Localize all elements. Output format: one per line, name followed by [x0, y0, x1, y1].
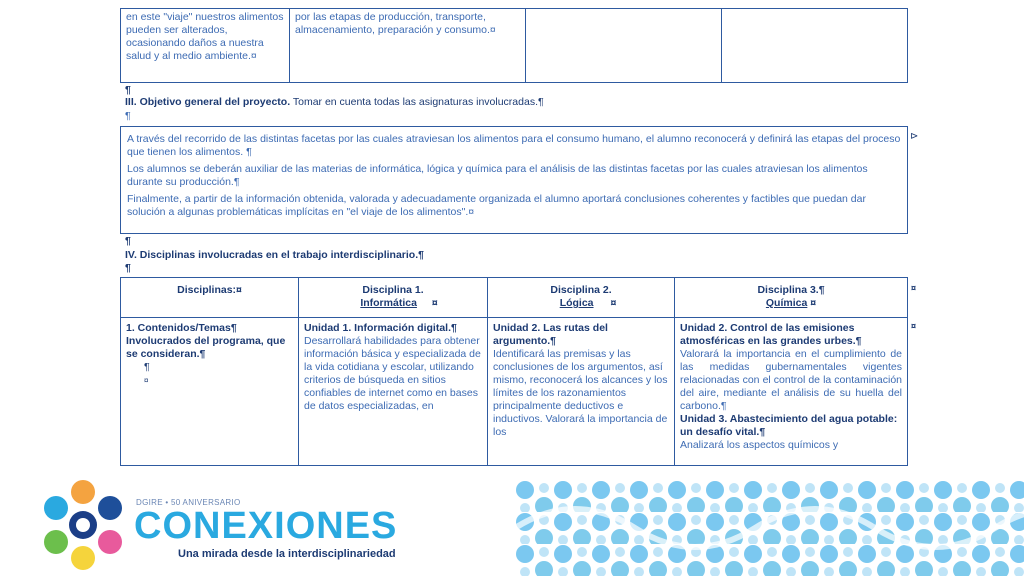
objective-paragraph-3: Finalmente, a partir de la información obtenida, valorada y adecuadamente organizada el alumno aportará conclusiones coherentes y factibles que puedan dar solución a algunas problemáticas implícitas en "el viaje de los alimentos".¤: [127, 193, 866, 218]
dots-logo-icon: [36, 478, 130, 572]
quimica-unit-3-title: Unidad 3. Abastecimiento del agua potable: un desafío vital.¶: [680, 413, 898, 438]
logo-small-caption: DGIRE • 50 ANIVERSARIO: [136, 498, 241, 507]
disc-row-logica: [487, 317, 675, 466]
objective-paragraph-2: Los alumnos se deberán auxiliar de las materias de informática, lógica y química para el análisis de las distintas facetas por las cuales atraviesan los alimentos durante su producción.¶: [127, 163, 868, 188]
top-cell-2-text: por las etapas de producción, transporte, almacenamiento, preparación y consumo.¤: [295, 11, 496, 36]
quimica-unit-2-title: Unidad 2. Control de las emisiones atmosféricas en las grandes urbes.¶: [680, 322, 862, 347]
disc-1-label: Disciplina 1.: [362, 284, 424, 296]
conexiones-logo-mark: [36, 478, 130, 572]
disc-3-label: Disciplina 3.¶: [757, 284, 825, 296]
disc-1-name: Informática: [360, 297, 417, 309]
end-of-row-mark: ¤: [911, 283, 917, 293]
section-3-heading-rest: Tomar en cuenta todas las asignaturas involucradas.¶: [290, 96, 544, 108]
topics-pilcrow: ¶: [144, 361, 150, 373]
pilcrow: ¶: [125, 262, 131, 274]
pilcrow: ¶: [125, 110, 131, 122]
top-table-cell-3: [525, 8, 722, 83]
wave-pattern-icon: [515, 480, 1024, 576]
pilcrow: ¶: [125, 84, 131, 96]
disc-header-label: Disciplinas:¤: [177, 284, 242, 296]
end-of-row-mark: ¤: [911, 321, 917, 331]
informatica-unit-title: Unidad 1. Información digital.¶: [304, 322, 457, 334]
pilcrow: ¶: [125, 235, 131, 247]
disc-3-name: Química: [765, 297, 808, 309]
informatica-unit-body: Desarrollará habilidades para obtener información básica y especializada de la vida cotidiana y escolar, utilizando criterios de búsqueda en sitios confiables de internet como en bases de datos especializadas, en: [304, 335, 481, 412]
disc-row-quimica: [674, 317, 908, 466]
section-3-heading: [125, 96, 925, 109]
top-table-cell-1: [120, 8, 290, 83]
top-cell-1-text: en este "viaje" nuestros alimentos pueden ser alterados, ocasionando daños a nuestra salud y al medio ambiente.¤: [126, 11, 284, 62]
disc-header-logica: Disciplina 2. Lógica ¤: [487, 277, 675, 318]
disc-2-label: Disciplina 2.: [550, 284, 612, 296]
logica-unit-body: Identificará las premisas y las conclusiones de los argumentos, así mismo, reconocerá los alcances y los límites de los razonamientos principalmente deductivos e inductivos. Valorará la importancia de los: [493, 348, 668, 438]
top-table-cell-4: [721, 8, 908, 83]
logo-subtitle: Una mirada desde la interdisciplinariedad: [178, 548, 396, 560]
top-table-cell-2: [289, 8, 526, 83]
disc-2-name: Lógica: [559, 297, 594, 309]
quimica-unit-3-body: Analizará los aspectos químicos y: [680, 439, 839, 451]
disc-row-topics: [120, 317, 299, 466]
section-4-heading: IV. Disciplinas involucradas en el trabajo interdisciplinario.¶: [125, 249, 424, 261]
decorative-dot-pattern: [515, 480, 1024, 576]
objective-paragraph-1: A través del recorrido de las distintas facetas por las cuales atraviesan los alimentos para el consumo humano, el alumno reconocerá y definirá las etapas del proceso que tienen los alimentos. ¶: [127, 133, 901, 158]
disc-header-disciplinas: [120, 277, 299, 318]
objective-box: [120, 126, 908, 234]
disc-header-quimica: Disciplina 3.¶ Química ¤: [674, 277, 908, 318]
disc-header-informatica: Disciplina 1. Informática ¤: [298, 277, 488, 318]
logica-unit-title: Unidad 2. Las rutas del argumento.¶: [493, 322, 608, 347]
disc-row-informatica: [298, 317, 488, 466]
table-move-handle-icon: ⊳: [910, 131, 919, 142]
logo-title: CONEXIONES: [134, 505, 398, 547]
topics-cell-end: ¤: [144, 376, 149, 385]
topics-label: 1. Contenidos/Temas¶ Involucrados del programa, que se consideran.¶: [126, 322, 286, 360]
quimica-unit-2-body: Valorará la importancia en el cumplimiento de las medidas gubernamentales vigentes relacionadas con el control de la contaminación del aire, mediante el análisis de su huella del carbono.¶: [680, 348, 902, 412]
section-3-heading-bold: III. Objetivo general del proyecto.: [125, 96, 291, 108]
